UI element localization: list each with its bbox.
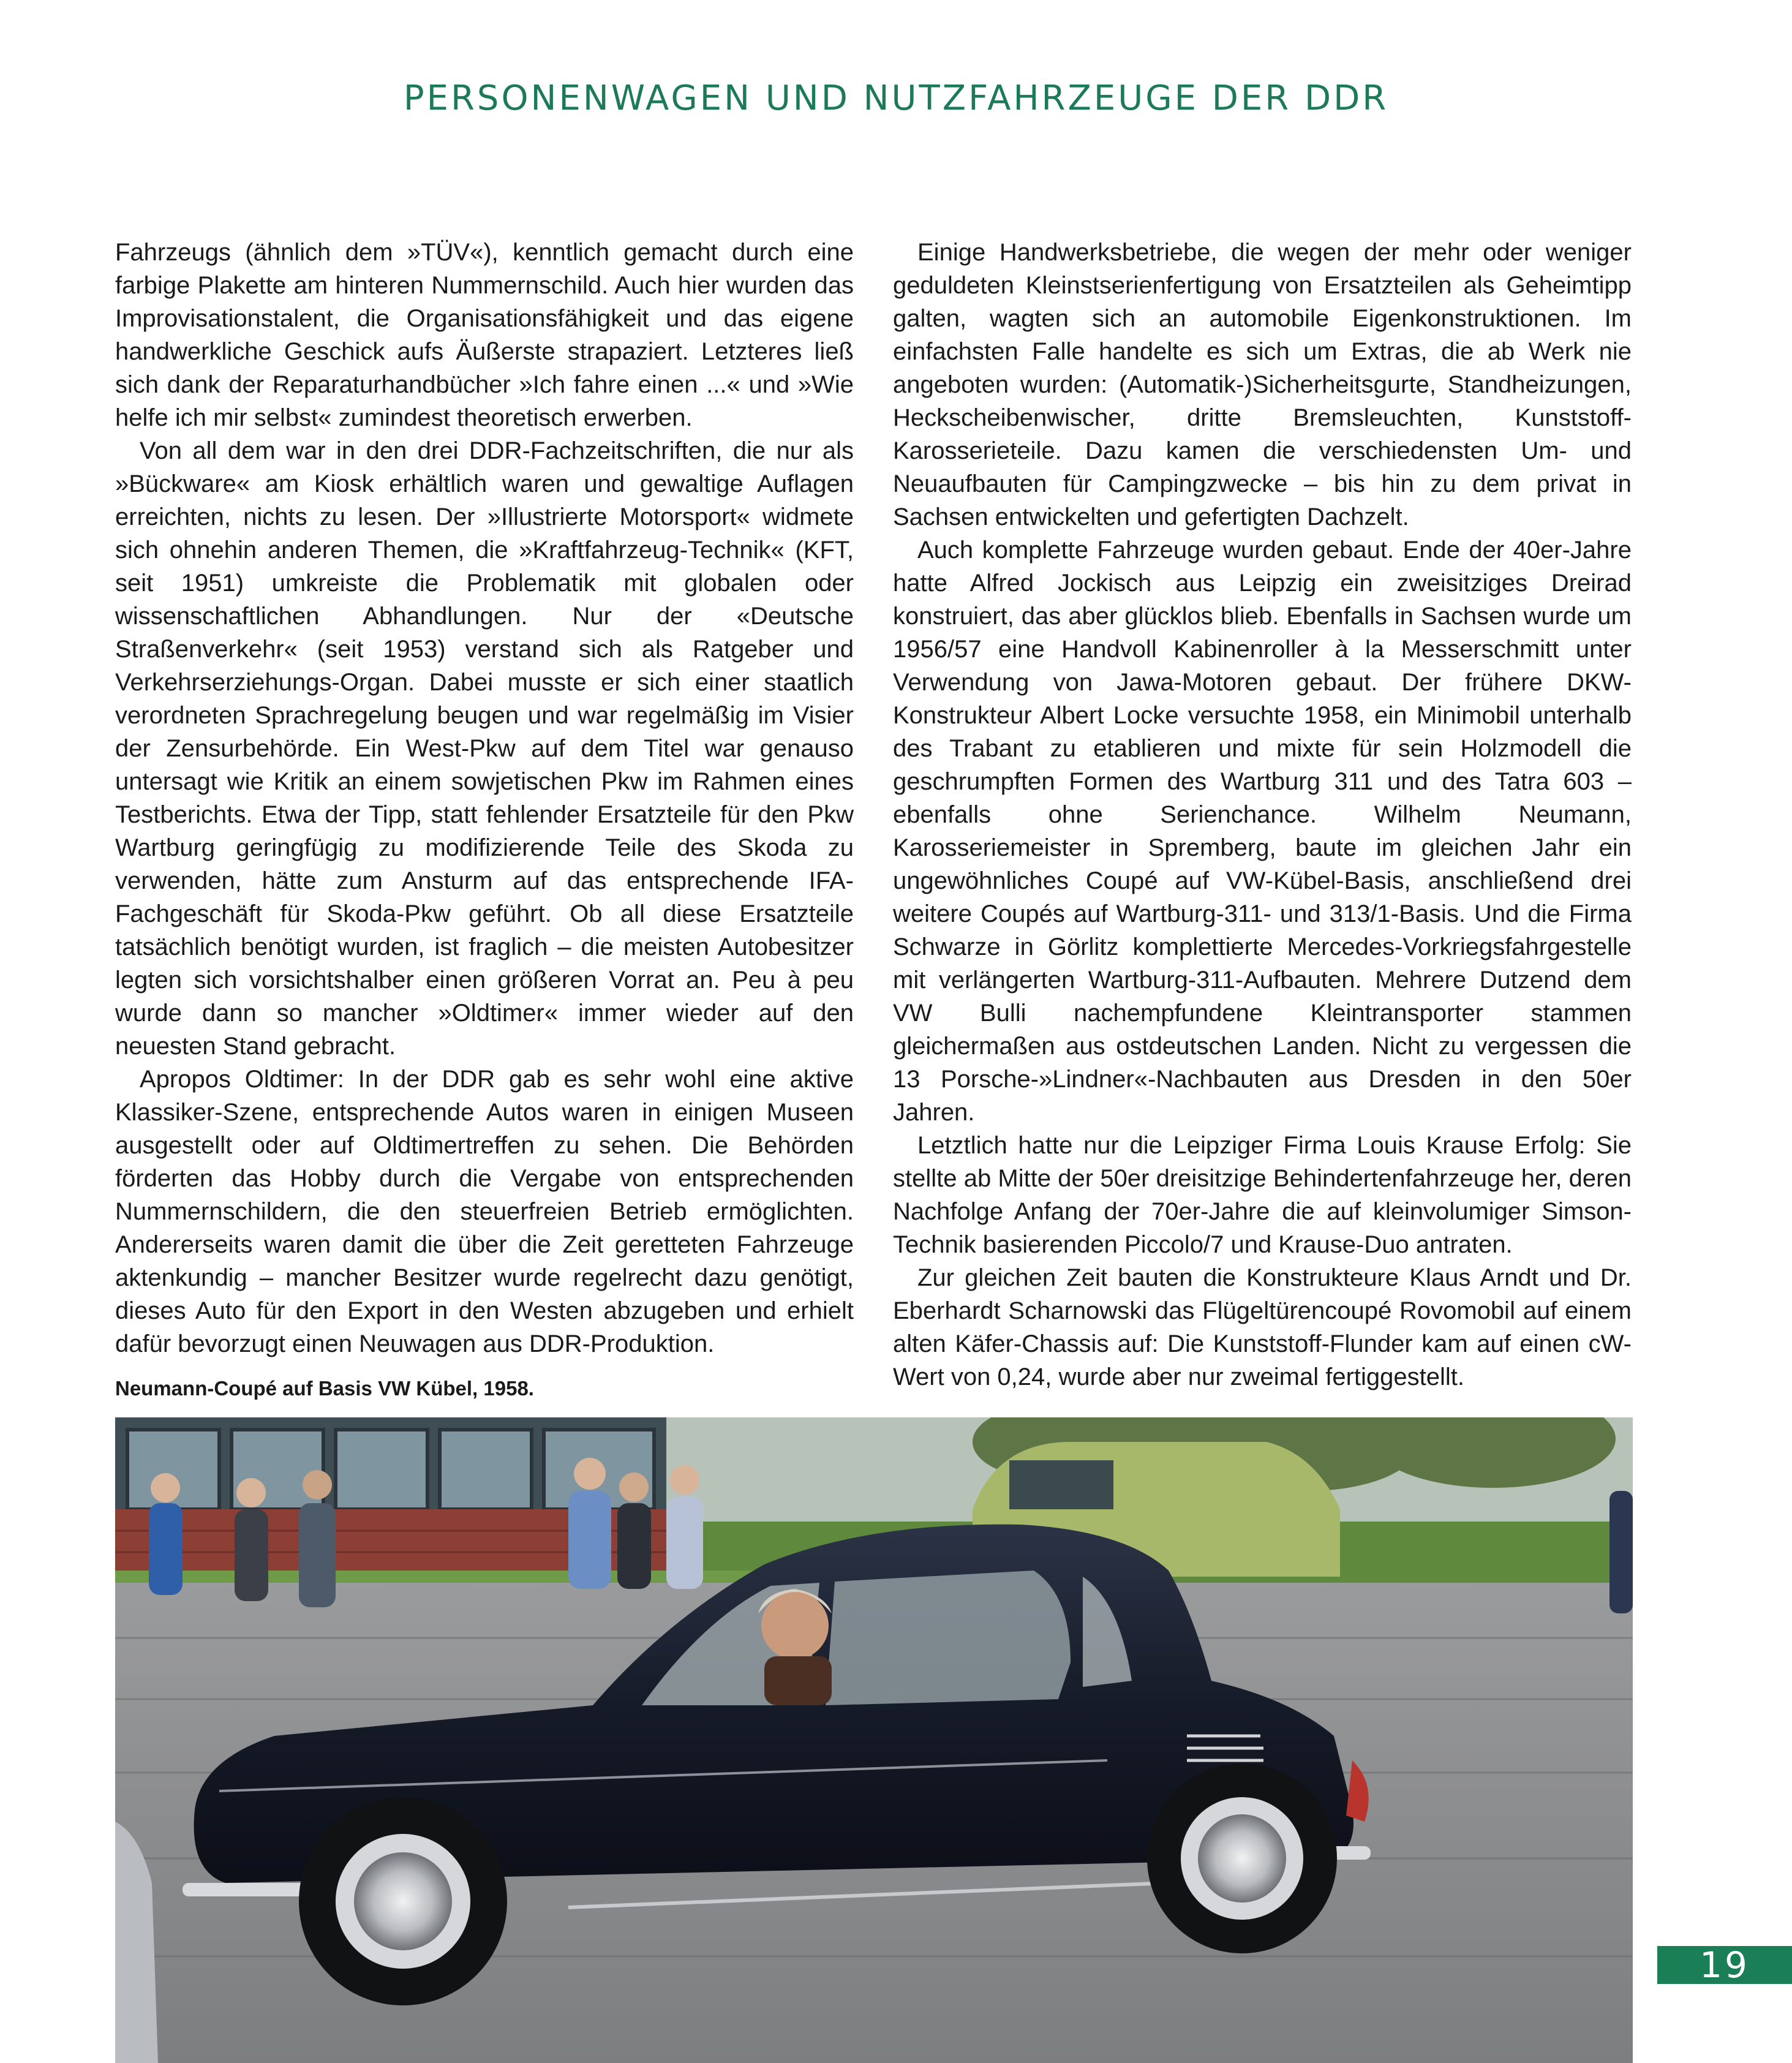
left-text-column — [115, 236, 854, 1360]
car-photo-illustration — [115, 1417, 1633, 2063]
paragraph: Auch komplette Fahrzeuge wurden gebaut. Ende der 40er-Jahre hatte Alfred Jockisch aus Leipzig ein zweisitziges Dreirad konstruiert, das aber glücklos blieb. Ebenfalls in Sachsen wurde um 1956/57 eine Handvoll Kabinenroller à la Messerschmitt unter Verwendung von Jawa-Motoren gebaut. Der frühere DKW-Konstrukteur Albert Locke versuchte 1958, ein Minimobil unterhalb des Trabant zu etablieren und mixte für sein Holzmodell die geschrumpften Formen des Wartburg 311 und des Tatra 603 – ebenfalls ohne Serienchance. Wilhelm Neumann, Karosseriemeister in Spremberg, baute im gleichen Jahr ein ungewöhnliches Coupé auf VW-Kübel-Basis, anschließend drei weitere Coupés auf Wartburg-311- und 313/1-Basis. Und die Firma Schwarze in Görlitz komplettierte Mercedes-Vorkriegsfahrgestelle mit verlängerten Wartburg-311-Aufbauten. Mehrere Dutzend dem VW Bulli nachempfundene Kleintransporter stammen gleichermaßen aus ostdeutschen Landen. Nicht zu vergessen die 13 Porsche-»Lindner«-Nachbauten aus Dresden in den 50er Jahren. — [893, 537, 1632, 1126]
paragraph: Zur gleichen Zeit bauten die Konstrukteure Klaus Arndt und Dr. Eberhardt Scharnowski das Flügeltürencoupé Rovomobil auf einem alten Käfer-Chassis auf: Die Kunststoff-Flunder kam auf einen cW-Wert von 0,24, wurde aber nur zweimal fertiggestellt. — [893, 1264, 1632, 1390]
right-text-column — [893, 236, 1632, 1394]
photo-caption: Neumann-Coupé auf Basis VW Kübel, 1958. — [115, 1377, 534, 1400]
paragraph: Fahrzeugs (ähnlich dem »TÜV«), kenntlich gemacht durch eine farbige Plakette am hinteren Nummernschild. Auch hier wurden das Improvisationstalent, die Organisationsfähigkeit und das eigene handwerkliche Geschick aufs Äußerste strapaziert. Letzteres ließ sich dank der Reparaturhandbücher »Ich fahre einen ...« und »Wie helfe ich mir selbst« zumindest theoretisch erwerben. — [115, 239, 854, 431]
paragraph: Apropos Oldtimer: In der DDR gab es sehr wohl eine aktive Klassiker-Szene, entsprechende Autos waren in einigen Museen ausgestellt oder auf Oldtimertreffen zu sehen. Die Behörden förderten das Hobby durch die Vergabe von entsprechenden Nummernschildern, die den steuerfreien Betrieb ermöglichten. Andererseits waren damit die über die Zeit geretteten Fahrzeuge aktenkundig – mancher Besitzer wurde regelrecht dazu genötigt, dieses Auto für den Export in den Westen abzugeben und erhielt dafür bevorzugt einen Neuwagen aus DDR-Produktion. — [115, 1066, 854, 1357]
page-number: 19 — [1657, 1946, 1792, 1984]
paragraph: Letztlich hatte nur die Leipziger Firma Louis Krause Erfolg: Sie stellte ab Mitte der 50er dreisitzige Behindertenfahrzeuge her, deren Nachfolge Anfang der 70er-Jahre die auf kleinvolumiger Simson-Technik basierenden Piccolo/7 und Krause-Duo antraten. — [893, 1132, 1632, 1258]
car-photo — [115, 1417, 1633, 2063]
paragraph: Einige Handwerksbetriebe, die wegen der mehr oder weniger geduldeten Kleinstserienfertigung von Ersatzteilen als Geheimtipp galten, wagten sich an automobile Eigenkonstruktionen. Im einfachsten Falle handelte es sich um Extras, die ab Werk nie angeboten wurden: (Automatik-)Sicherheitsgurte, Standheizungen, Heckscheibenwischer, dritte Bremsleuchten, Kunststoff-Karosserieteile. Dazu kamen die verschiedensten Um- und Neuaufbauten für Campingzwecke – bis hin zu dem privat in Sachsen entwickelten und gefertigten Dachzelt. — [893, 239, 1632, 530]
paragraph: Von all dem war in den drei DDR-Fachzeitschriften, die nur als »Bückware« am Kiosk erhältlich waren und gewaltige Auflagen erreichten, nichts zu lesen. Der »Illustrierte Motorsport« widmete sich ohnehin anderen Themen, die »Kraftfahrzeug-Technik« (KFT, seit 1951) umkreiste die Problematik mit globalen oder wissenschaftlichen Abhandlungen. Nur der «Deutsche Straßenverkehr« (seit 1953) verstand sich als Ratgeber und Verkehrserziehungs-Organ. Dabei musste er sich einer staatlich verordneten Sprachregelung beugen und war regelmäßig im Visier der Zensurbehörde. Ein West-Pkw auf dem Titel war genauso untersagt wie Kritik an einem sowjetischen Pkw im Rahmen eines Testberichts. Etwa der Tipp, statt fehlender Ersatzteile für den Pkw Wartburg geringfügig zu modifizierende Teile des Skoda zu verwenden, hätte zum Ansturm auf das entsprechende IFA-Fachgeschäft für Skoda-Pkw geführt. Ob all diese Ersatzteile tatsächlich benötigt wurden, ist fraglich – die meisten Autobesitzer legten sich vorsichtshalber einen größeren Vorrat an. Peu à peu wurde dann so mancher »Oldtimer« immer wieder auf den neuesten Stand gebracht. — [115, 437, 854, 1060]
running-head: PERSONENWAGEN UND NUTZFAHRZEUGE DER DDR — [403, 78, 1389, 118]
